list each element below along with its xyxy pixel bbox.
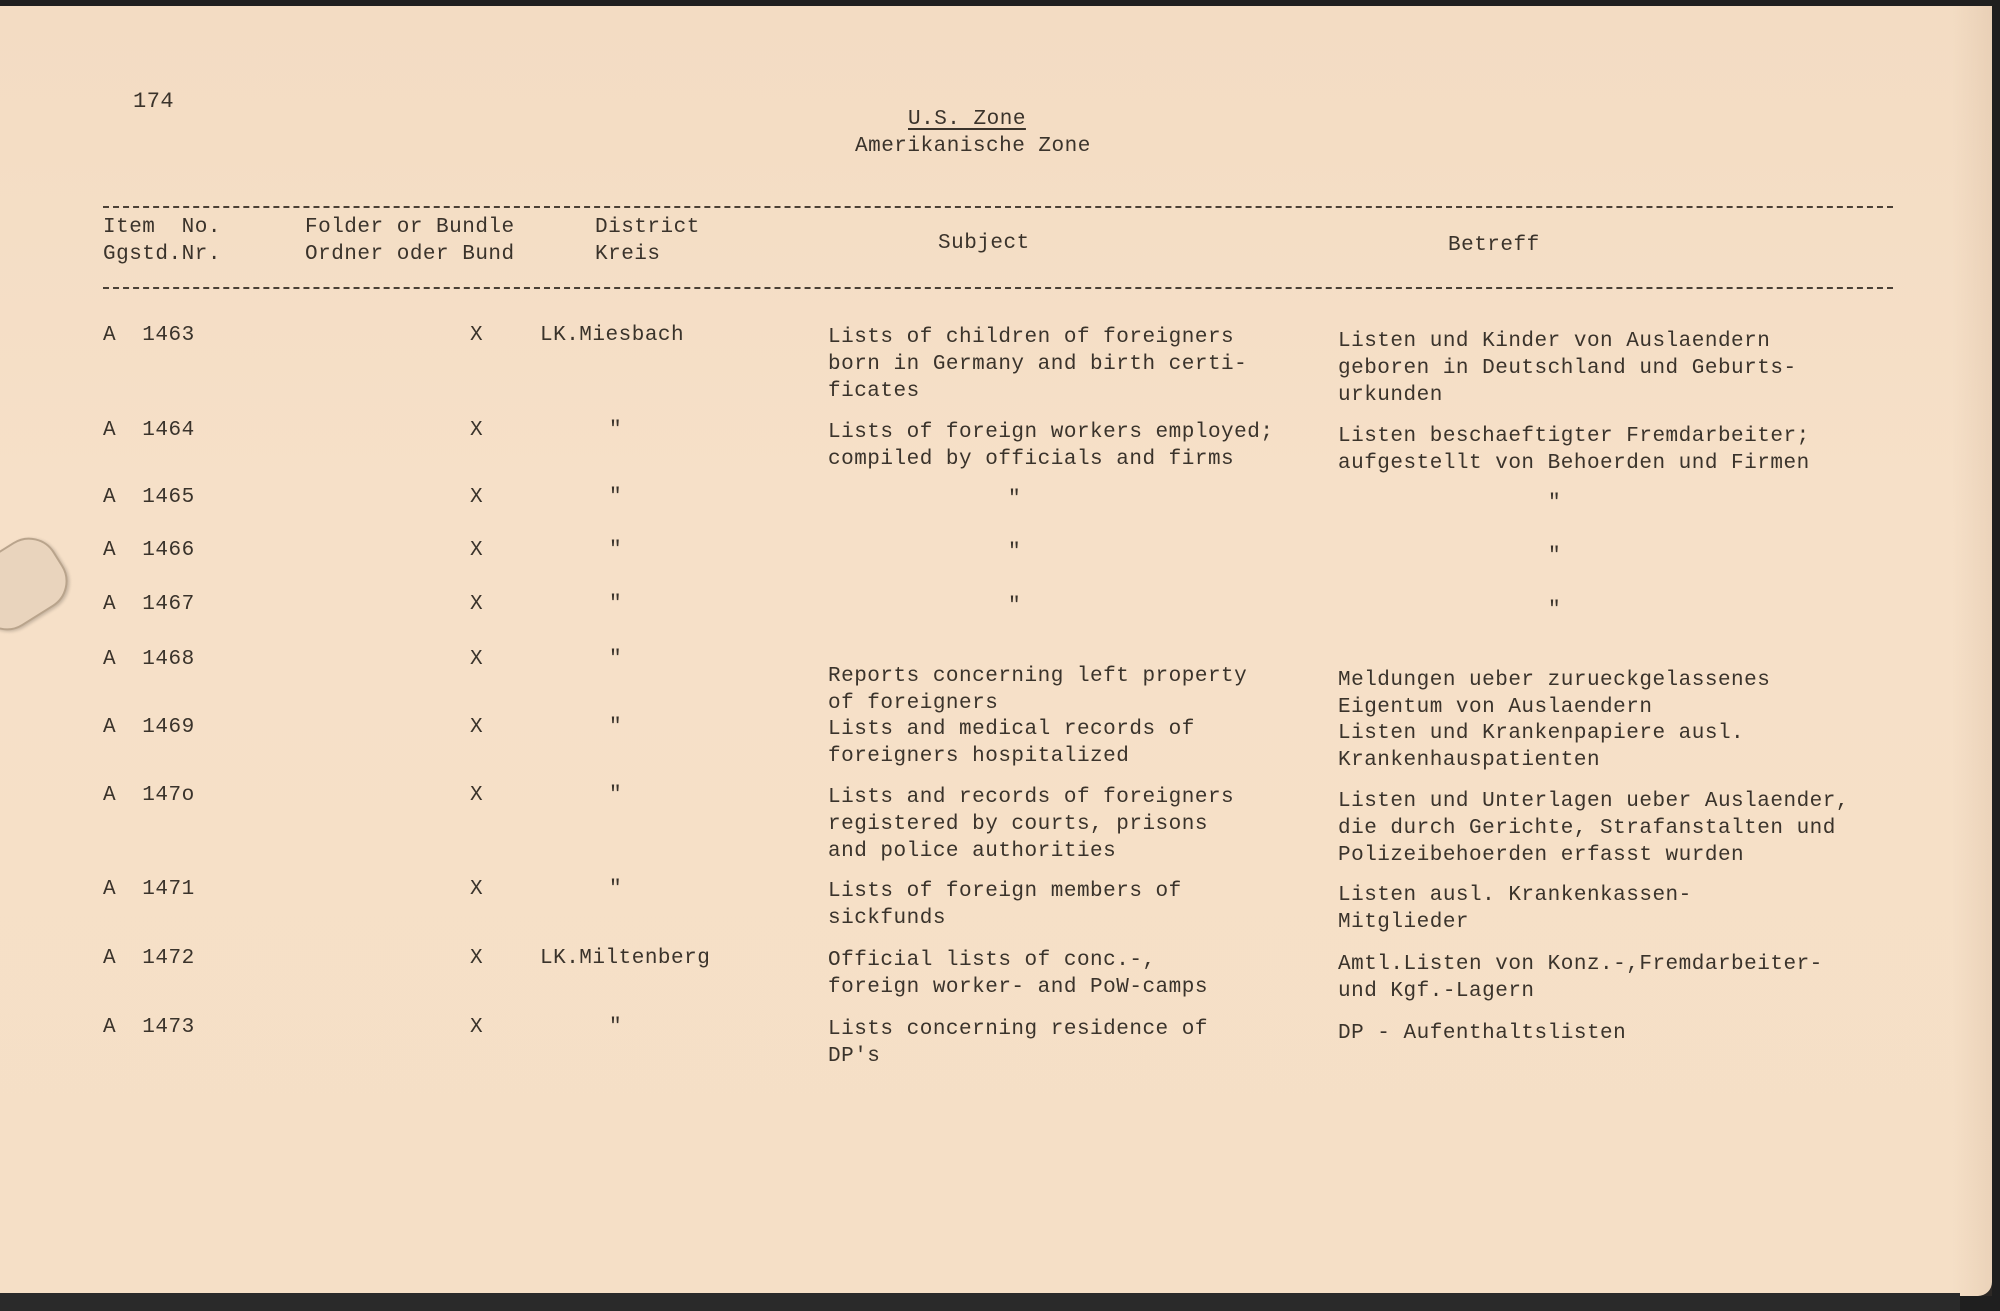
betreff: " xyxy=(1548,599,1562,622)
subject: Lists of foreign workers employed; compiled by officials and firms xyxy=(828,421,1274,471)
subject: Reports concerning left property of foreigners xyxy=(828,665,1248,715)
item-number: A 1468 xyxy=(103,648,195,671)
header-item-de: Ggstd.Nr. xyxy=(103,243,221,266)
folder-mark: X xyxy=(470,1016,484,1039)
betreff: Listen beschaeftigter Fremdarbeiter; aufgestellt von Behoerden und Firmen xyxy=(1338,425,1810,475)
betreff: Listen und Kinder von Auslaendern geboren in Deutschland und Geburts- urkunden xyxy=(1338,330,1797,407)
subject: Lists of foreign members of sickfunds xyxy=(828,880,1182,930)
folder-mark: X xyxy=(470,648,484,671)
header-subject: Subject xyxy=(938,232,1030,255)
subject: Lists and medical records of foreigners hospitalized xyxy=(828,718,1195,768)
item-number: A 1465 xyxy=(103,486,195,509)
header-district-en: District xyxy=(595,216,700,239)
folder-mark: X xyxy=(470,324,484,347)
item-number: A 1469 xyxy=(103,716,195,739)
subject: " xyxy=(1008,541,1022,564)
district: " xyxy=(609,419,623,442)
betreff: Meldungen ueber zurueckgelassenes Eigentum von Auslaendern xyxy=(1338,669,1771,719)
district: " xyxy=(609,784,623,807)
district: LK.Miesbach xyxy=(540,324,685,347)
subject: Official lists of conc.-, foreign worker- and PoW-camps xyxy=(828,949,1208,999)
item-number: A 1466 xyxy=(103,539,195,562)
header-rule-bottom xyxy=(103,287,1893,289)
district: " xyxy=(609,648,623,671)
item-number: A 1467 xyxy=(103,593,195,616)
betreff: Listen und Krankenpapiere ausl. Krankenhauspatienten xyxy=(1338,722,1745,772)
betreff: DP - Aufenthaltslisten xyxy=(1338,1022,1627,1045)
subject: " xyxy=(1008,488,1022,511)
district: " xyxy=(609,486,623,509)
item-number: A 1473 xyxy=(103,1016,195,1039)
header-folder-en: Folder or Bundle xyxy=(305,216,515,239)
page-tab-marker xyxy=(0,526,79,641)
folder-mark: X xyxy=(470,716,484,739)
item-number: A 1463 xyxy=(103,324,195,347)
folder-mark: X xyxy=(470,878,484,901)
item-number: A 147o xyxy=(103,784,195,807)
district: " xyxy=(609,593,623,616)
subject: Lists and records of foreigners registered by courts, prisons and police authorities xyxy=(828,786,1235,863)
header-betreff: Betreff xyxy=(1448,234,1540,257)
betreff: Listen ausl. Krankenkassen- Mitglieder xyxy=(1338,884,1692,934)
district: " xyxy=(609,716,623,739)
header-item-en: Item No. xyxy=(103,216,221,239)
item-number: A 1464 xyxy=(103,419,195,442)
document-page xyxy=(0,6,1992,1296)
betreff: Listen und Unterlagen ueber Auslaender, die durch Gerichte, Strafanstalten und Polizeibehoerden erfasst wurden xyxy=(1338,790,1849,867)
subject: Lists of children of foreigners born in Germany and birth certi- ficates xyxy=(828,326,1248,403)
page-number: 174 xyxy=(133,89,175,114)
item-number: A 1471 xyxy=(103,878,195,901)
district: " xyxy=(609,539,623,562)
subject: Lists concerning residence of DP's xyxy=(828,1018,1208,1068)
folder-mark: X xyxy=(470,593,484,616)
header-rule-top xyxy=(103,206,1893,208)
header-district-de: Kreis xyxy=(595,243,661,266)
zone-title-en: U.S. Zone xyxy=(908,108,1026,131)
betreff: Amtl.Listen von Konz.-,Fremdarbeiter- und Kgf.-Lagern xyxy=(1338,953,1823,1003)
folder-mark: X xyxy=(470,486,484,509)
folder-mark: X xyxy=(470,947,484,970)
folder-mark: X xyxy=(470,539,484,562)
district: " xyxy=(609,1016,623,1039)
betreff: " xyxy=(1548,545,1562,568)
scan-edge xyxy=(0,1293,1960,1311)
subject: " xyxy=(1008,595,1022,618)
folder-mark: X xyxy=(470,784,484,807)
folder-mark: X xyxy=(470,419,484,442)
betreff: " xyxy=(1548,492,1562,515)
district: " xyxy=(609,878,623,901)
header-folder-de: Ordner oder Bund xyxy=(305,243,515,266)
item-number: A 1472 xyxy=(103,947,195,970)
district: LK.Miltenberg xyxy=(540,947,711,970)
zone-title-de: Amerikanische Zone xyxy=(855,135,1091,158)
